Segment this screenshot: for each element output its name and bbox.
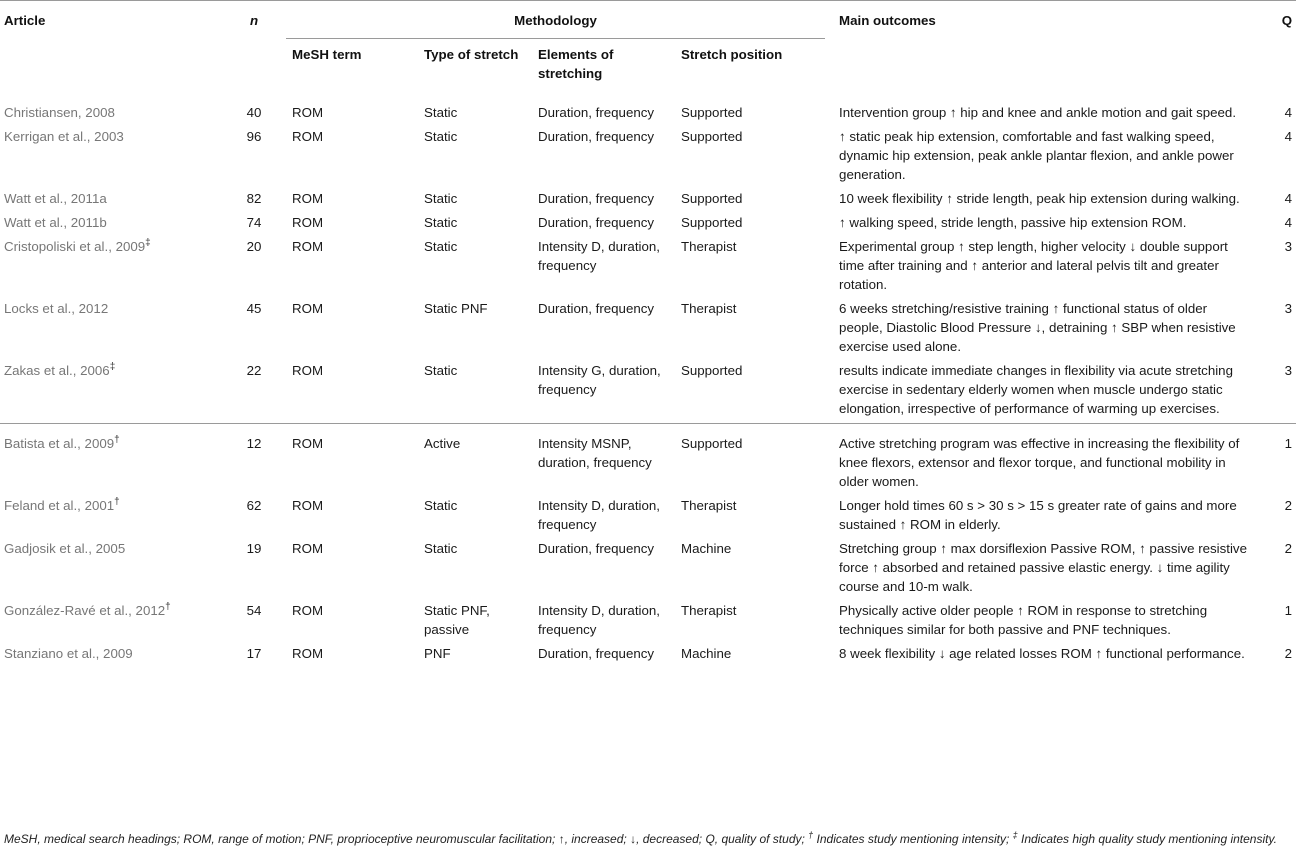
header-elements-of-stretching: Elements of stretching bbox=[538, 47, 614, 81]
cell-n: 40 bbox=[246, 105, 262, 120]
cell-elements-of-stretching: Duration, frequency bbox=[538, 105, 655, 120]
table-row bbox=[0, 213, 1296, 237]
cell-type-of-stretch: Static bbox=[424, 498, 458, 513]
cell-main-outcome: Longer hold times 60 s > 30 s > 15 s greater rate of gains and more sustained ↑ ROM in elderly. bbox=[839, 498, 1237, 532]
cell-mesh-term: ROM bbox=[292, 363, 324, 378]
cell-stretch-position: Supported bbox=[675, 424, 825, 497]
cell-main-outcome: Stretching group ↑ max dorsiflexion Passive ROM, ↑ passive resistive force ↑ absorbed and retained passive elastic energy. ↓ time agility course and 10-m walk. bbox=[839, 541, 1247, 594]
article-citation: Batista et al., 2009 bbox=[4, 436, 115, 451]
cell-quality: 3 bbox=[1284, 301, 1293, 316]
header-article: Article bbox=[0, 1, 222, 94]
header-mesh-term: MeSH term bbox=[292, 47, 362, 62]
cell-mesh-term: ROM bbox=[292, 105, 324, 120]
cell-stretch-position: Machine bbox=[681, 646, 732, 661]
cell-n: 74 bbox=[246, 215, 262, 230]
cell-article bbox=[0, 189, 222, 213]
article-citation: Zakas et al., 2006 bbox=[4, 363, 110, 378]
cell-stretch-position: Machine bbox=[681, 541, 732, 556]
cell-mesh-term: ROM bbox=[292, 603, 324, 618]
article-citation: Cristopoliski et al., 2009 bbox=[4, 239, 146, 254]
cell-n: 96 bbox=[246, 129, 262, 144]
cell-type-of-stretch: Static PNF bbox=[424, 301, 488, 316]
footnote-ddagger: ‡ bbox=[1012, 830, 1018, 840]
table-row bbox=[0, 361, 1296, 424]
cell-type-of-stretch: Static bbox=[424, 363, 458, 378]
cell-main-outcome: 8 week flexibility ↓ age related losses ROM ↑ functional performance. bbox=[839, 646, 1245, 661]
cell-article bbox=[0, 644, 222, 668]
cell-main-outcome: 6 weeks stretching/resistive training ↑ functional status of older people, Diastolic Blood Pressure ↓, detraining ↑ SBP when resistive exercise used alone. bbox=[839, 301, 1236, 354]
cell-n: 62 bbox=[246, 498, 262, 513]
article-citation: Watt et al., 2011b bbox=[4, 215, 107, 230]
table-row bbox=[0, 424, 1296, 497]
cell-main-outcome: 10 week flexibility ↑ stride length, peak hip extension during walking. bbox=[839, 191, 1240, 206]
header-n: n bbox=[222, 1, 286, 94]
table-row bbox=[0, 237, 1296, 299]
cell-elements-of-stretching: Intensity D, duration, frequency bbox=[538, 603, 660, 637]
article-citation: Locks et al., 2012 bbox=[4, 301, 109, 316]
cell-n: 82 bbox=[246, 191, 262, 206]
table-body bbox=[0, 93, 1296, 668]
cell-elements-of-stretching: Duration, frequency bbox=[538, 301, 655, 316]
cell-quality: 1 bbox=[1254, 424, 1296, 497]
cell-quality: 1 bbox=[1284, 603, 1293, 618]
cell-main-outcome: Intervention group ↑ hip and knee and ankle motion and gait speed. bbox=[839, 105, 1237, 120]
cell-quality: 2 bbox=[1284, 498, 1293, 513]
cell-n: 54 bbox=[246, 603, 262, 618]
cell-type-of-stretch: Static bbox=[424, 105, 458, 120]
header-type-of-stretch: Type of stretch bbox=[424, 47, 519, 62]
cell-quality: 4 bbox=[1284, 129, 1293, 144]
cell-stretch-position: Therapist bbox=[681, 498, 737, 513]
cell-quality: 3 bbox=[1284, 363, 1293, 378]
cell-type-of-stretch: Static PNF, passive bbox=[424, 603, 490, 637]
article-citation: Gadjosik et al., 2005 bbox=[4, 541, 126, 556]
cell-elements-of-stretching: Intensity MSNP, duration, frequency bbox=[532, 424, 675, 497]
cell-quality: 2 bbox=[1284, 646, 1293, 661]
cell-elements-of-stretching: Intensity D, duration, frequency bbox=[538, 239, 660, 273]
cell-elements-of-stretching: Intensity G, duration, frequency bbox=[538, 363, 661, 397]
intensity-mark: † bbox=[114, 434, 120, 446]
cell-article bbox=[0, 299, 222, 361]
cell-n: 17 bbox=[246, 646, 262, 661]
cell-main-outcome: Experimental group ↑ step length, higher velocity ↓ double support time after training and ↑ anterior and lateral pelvis tilt and greater rotation. bbox=[839, 239, 1228, 292]
cell-stretch-position: Therapist bbox=[681, 239, 737, 254]
cell-mesh-term: ROM bbox=[292, 646, 324, 661]
cell-type-of-stretch: Static bbox=[424, 191, 458, 206]
header-main-outcomes: Main outcomes bbox=[825, 1, 1254, 94]
cell-type-of-stretch: Static bbox=[424, 215, 458, 230]
table-row bbox=[0, 601, 1296, 644]
cell-mesh-term: ROM bbox=[292, 301, 324, 316]
cell-article bbox=[0, 127, 222, 189]
cell-mesh-term: ROM bbox=[292, 129, 324, 144]
cell-quality: 3 bbox=[1284, 239, 1293, 254]
table-footnote bbox=[4, 830, 1292, 848]
article-citation: Watt et al., 2011a bbox=[4, 191, 107, 206]
cell-stretch-position: Supported bbox=[681, 191, 743, 206]
cell-elements-of-stretching: Duration, frequency bbox=[538, 191, 655, 206]
cell-elements-of-stretching: Duration, frequency bbox=[538, 541, 655, 556]
cell-elements-of-stretching: Duration, frequency bbox=[538, 646, 655, 661]
cell-quality: 4 bbox=[1284, 215, 1293, 230]
cell-article bbox=[0, 237, 222, 299]
cell-main-outcome: results indicate immediate changes in flexibility via acute stretching exercise in sedentary elderly women when muscle undergo static elongation, irrespective of performance of warming up exercises. bbox=[839, 363, 1233, 416]
cell-main-outcome: ↑ static peak hip extension, comfortable and fast walking speed, dynamic hip extension, peak ankle plantar flexion, and ankle power generation. bbox=[839, 129, 1234, 182]
table-row bbox=[0, 93, 1296, 127]
footnote-text-1: MeSH, medical search headings; ROM, range of motion; PNF, proprioceptive neuromuscular facilitation; ↑, increased; ↓, decreased; Q, quality of study; bbox=[4, 832, 809, 846]
article-citation: Feland et al., 2001 bbox=[4, 498, 115, 513]
cell-stretch-position: Supported bbox=[681, 105, 743, 120]
header-q: Q bbox=[1254, 1, 1296, 94]
cell-elements-of-stretching: Duration, frequency bbox=[538, 129, 655, 144]
intensity-mark: † bbox=[114, 496, 120, 508]
cell-main-outcome: Active stretching program was effective in increasing the flexibility of knee flexors, extensor and flexor torque, and functional mobility in older women. bbox=[825, 424, 1254, 497]
footnote-text-3: Indicates high quality study mentioning intensity. bbox=[1017, 832, 1277, 846]
cell-main-outcome: ↑ walking speed, stride length, passive hip extension ROM. bbox=[839, 215, 1187, 230]
table-row bbox=[0, 496, 1296, 539]
cell-type-of-stretch: Static bbox=[424, 541, 458, 556]
cell-elements-of-stretching: Duration, frequency bbox=[538, 215, 655, 230]
table-row bbox=[0, 127, 1296, 189]
cell-type-of-stretch: Static bbox=[424, 239, 458, 254]
cell-quality: 4 bbox=[1284, 105, 1293, 120]
cell-quality: 2 bbox=[1284, 541, 1293, 556]
table-row bbox=[0, 299, 1296, 361]
cell-n: 45 bbox=[246, 301, 262, 316]
intensity-mark: ‡ bbox=[145, 237, 151, 249]
cell-article bbox=[0, 213, 222, 237]
cell-quality: 4 bbox=[1284, 191, 1293, 206]
table-row bbox=[0, 644, 1296, 668]
table-row bbox=[0, 189, 1296, 213]
cell-article bbox=[0, 496, 222, 539]
cell-mesh-term: ROM bbox=[292, 239, 324, 254]
article-citation: Christiansen, 2008 bbox=[4, 105, 115, 120]
footnote-dagger: † bbox=[808, 830, 814, 840]
cell-type-of-stretch: Active bbox=[418, 424, 532, 497]
cell-article bbox=[0, 539, 222, 601]
article-citation: Stanziano et al., 2009 bbox=[4, 646, 133, 661]
cell-n: 12 bbox=[222, 424, 286, 497]
intensity-mark: ‡ bbox=[109, 361, 116, 373]
cell-n: 22 bbox=[246, 363, 262, 378]
cell-stretch-position: Therapist bbox=[681, 301, 737, 316]
cell-type-of-stretch: Static bbox=[424, 129, 458, 144]
article-citation: González-Ravé et al., 2012 bbox=[4, 603, 166, 618]
cell-stretch-position: Supported bbox=[681, 215, 743, 230]
cell-mesh-term: ROM bbox=[292, 215, 324, 230]
cell-mesh-term: ROM bbox=[292, 191, 324, 206]
cell-stretch-position: Supported bbox=[681, 129, 743, 144]
header-methodology: Methodology bbox=[286, 1, 825, 39]
cell-n: 19 bbox=[246, 541, 262, 556]
cell-article bbox=[0, 601, 222, 644]
cell-article bbox=[0, 93, 222, 127]
article-citation: Kerrigan et al., 2003 bbox=[4, 129, 124, 144]
cell-mesh-term: ROM bbox=[292, 541, 324, 556]
cell-elements-of-stretching: Intensity D, duration, frequency bbox=[538, 498, 660, 532]
intensity-mark: † bbox=[165, 601, 171, 613]
cell-stretch-position: Supported bbox=[681, 363, 743, 378]
footnote-text-2: Indicates study mentioning intensity; bbox=[813, 832, 1013, 846]
cell-mesh-term: ROM bbox=[286, 424, 418, 497]
cell-n: 20 bbox=[246, 239, 262, 254]
cell-stretch-position: Therapist bbox=[681, 603, 737, 618]
cell-type-of-stretch: PNF bbox=[424, 646, 451, 661]
cell-mesh-term: ROM bbox=[292, 498, 324, 513]
cell-article bbox=[0, 361, 222, 424]
cell-main-outcome: Physically active older people ↑ ROM in response to stretching techniques similar for both passive and PNF techniques. bbox=[839, 603, 1208, 637]
header-stretch-position: Stretch position bbox=[681, 47, 783, 62]
table-row bbox=[0, 539, 1296, 601]
cell-article bbox=[0, 424, 222, 497]
